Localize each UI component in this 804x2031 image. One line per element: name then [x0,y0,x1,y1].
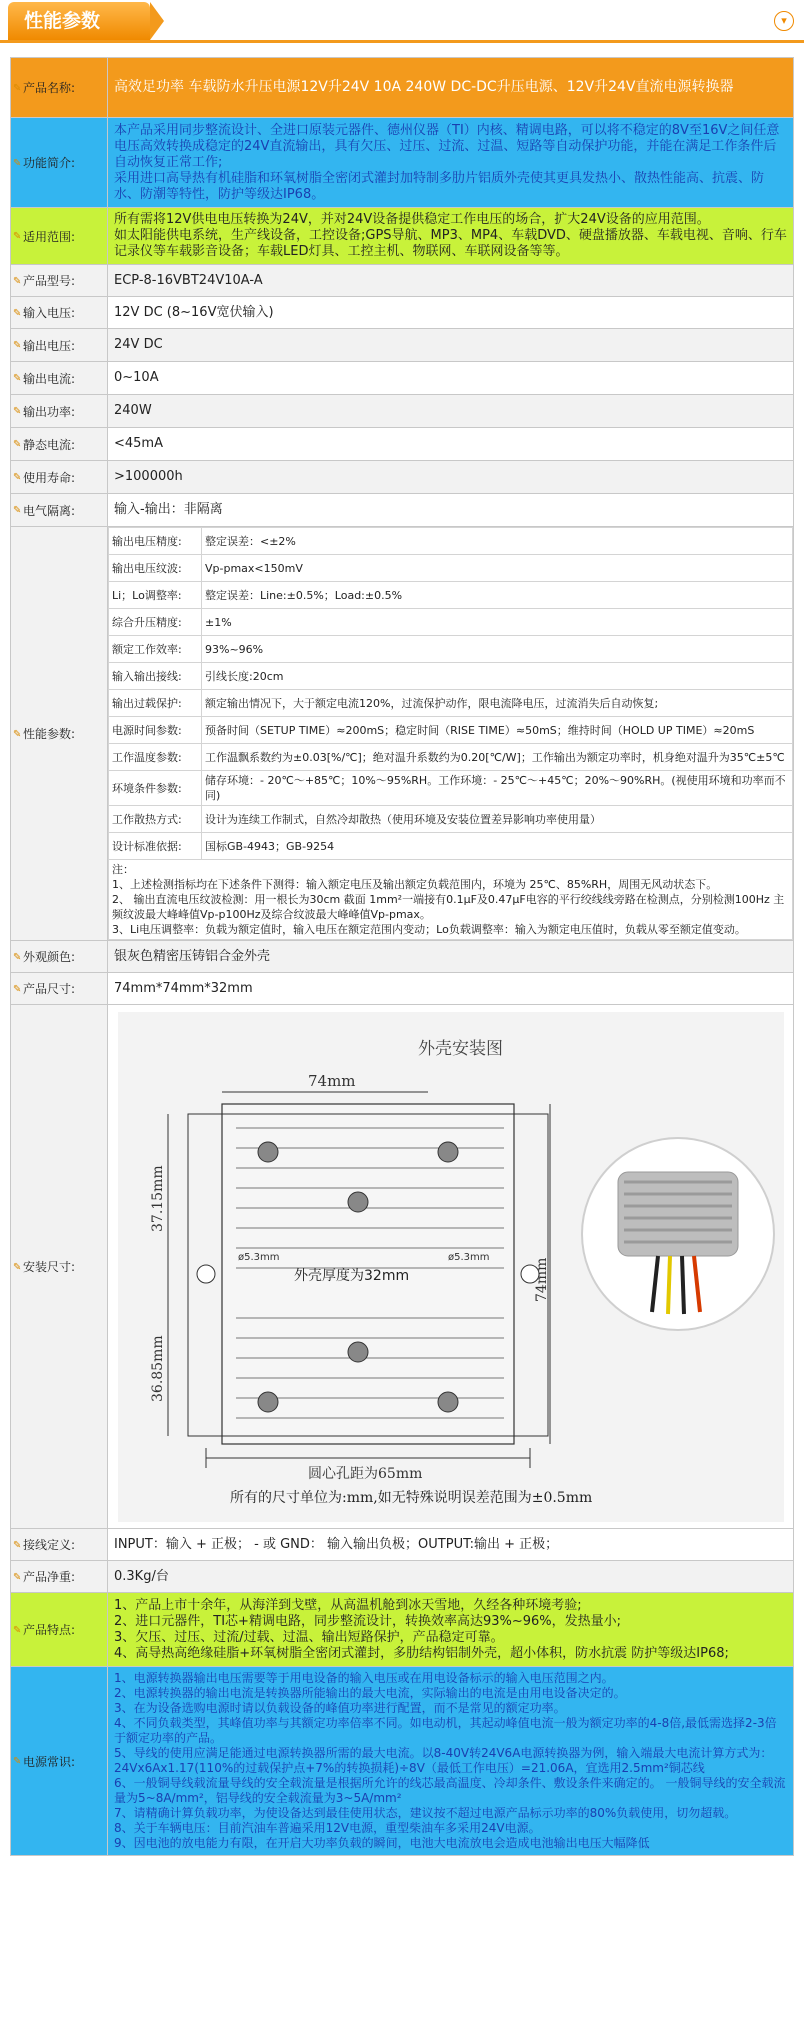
note-line: 1、上述检测指标均在下述条件下测得：输入额定电压及输出额定负载范围内，环境为 25℃、85%RH，周围无风动状态下。 [112,878,718,891]
label: 静态电流: [23,437,76,452]
value: 输入-输出：非隔离 [108,494,794,527]
hole-distance: 圆心孔距为65mm [307,1465,422,1482]
perf-row: 环境条件参数: 储存环境：- 20℃～+85℃；10%～95%RH。工作环境：- 25℃～+45℃；20%～90%RH。(视使用环境和功率而不同) [109,771,793,806]
pencil-icon: ✎ [13,1571,22,1583]
pencil-icon: ✎ [13,472,22,483]
row-common-sense [11,1667,794,1856]
pencil-icon: ✎ [13,439,22,450]
perf-row: 设计标准依据: 国标GB-4943；GB-9254 [109,833,793,860]
common-line: 8、关于车辆电压：目前汽油车普遍采用12V电源，重型柴油车多采用24V电源。 [114,1821,541,1835]
row-wiring [11,1529,794,1561]
spec-table [10,57,794,1856]
intro-line: 采用进口高导热有机硅脂和环氧树脂全密闭式灌封加特制多肋片铝质外壳使其更具发热小、散热性能高、抗震、防水、防潮等特性，防护等级达IP68。 [114,170,765,202]
pencil-icon: ✎ [13,1756,22,1767]
common-line: 2、电源转换器的输出电流是转换器所能输出的最大电流，实际输出的电流是由用电设备决定的。 [114,1686,626,1700]
pencil-icon: ✎ [13,373,22,384]
row-scope [11,208,794,265]
drawing-title: 外壳安装图 [417,1038,503,1059]
value: 银灰色精密压铸铝合金外壳 [108,941,794,973]
common-line: 9、因电池的放电能力有限，在开启大功率负载的瞬间，电池大电流放电会造成电池输出电压大幅降低 [114,1836,650,1850]
label: 产品特点: [23,1623,76,1637]
label: 适用范围: [23,229,76,244]
section-title: 性能参数 [8,2,150,40]
label: 产品净重: [23,1570,76,1584]
row-output-current [11,362,794,395]
row-output-voltage [11,329,794,362]
dim-top: 37.15mm [149,1164,166,1232]
value: 0~10A [108,362,794,395]
feature-line: 4、高导热高绝缘硅脂+环氧树脂全密闭式灌封，多肋结构铝制外壳，超小体积，防水抗震 防护等级达IP68; [114,1645,729,1661]
perf-row: Li；Lo调整率: 整定误差：Line:±0.5%；Load:±0.5% [109,582,793,609]
label: 功能简介: [23,156,76,170]
label: 输出功率: [23,404,76,419]
scope-line: 如太阳能供电系统，生产线设备，工控设备;GPS导航、MP3、MP4、车载DVD、硬盘播放器、车载电视、音响、行车记录仪等车载影音设备；车载LED灯具、工控主机、物联网、车联网设备等等。 [114,228,787,259]
row-lifetime [11,461,794,494]
pencil-icon: ✎ [13,406,22,417]
row-features [11,1593,794,1667]
value: >100000h [108,461,794,494]
row-size [11,973,794,1005]
perf-row: 工作温度参数: 工作温飘系数约为±0.03[%/℃]；绝对温升系数约为0.20[℃/W]；工作输出为额定功率时，机身绝对温升为35℃±5℃ [109,744,793,771]
feature-line: 2、进口元器件，TI芯+精调电路，同步整流设计，转换效率高达93%~96%，发热量小; [114,1613,622,1629]
pencil-icon: ✎ [13,951,22,963]
row-weight [11,1561,794,1593]
perf-row: 电源时间参数: 预备时间（SETUP TIME）≈200mS；稳定时间（RISE TIME）≈50mS；维持时间（HOLD UP TIME）≈20mS [109,717,793,744]
pencil-icon: ✎ [13,1624,22,1636]
pencil-icon: ✎ [13,1539,22,1551]
pencil-icon: ✎ [13,307,22,319]
pencil-icon: ✎ [13,728,22,740]
section-header [0,0,804,43]
row-install [11,1005,794,1529]
row-isolation [11,494,794,527]
row-input-voltage [11,297,794,329]
perf-row: 输出过载保护: 额定输出情况下，大于额定电流120%，过流保护动作，限电流降电压，过流消失后自动恢复; [109,690,793,717]
label: 性能参数: [23,727,76,741]
row-model [11,265,794,297]
thickness-label: 外壳厚度为32mm [293,1267,409,1284]
perf-row: 综合升压精度: ±1% [109,609,793,636]
common-line: 3、在为设备选购电源时请以负载设备的峰值功率进行配置，而不是常见的额定功率。 [114,1701,566,1715]
row-product-name [11,58,794,118]
feature-line: 1、产品上市十余年，从海洋到戈壁，从高温机舱到冰天雪地，久经各种环境考验; [114,1597,582,1613]
dim-width: 74mm [307,1071,356,1090]
row-function-intro [11,118,794,208]
hole-right: ø5.3mm [447,1251,490,1263]
label: 产品尺寸: [23,982,76,996]
note-line: 3、Li电压调整率：负载为额定值时，输入电压在额定范围内变动；Lo负载调整率：输入为额定电压值时，负载从零至额定值变动。 [112,923,746,936]
value: 0.3Kg/台 [108,1561,794,1593]
pencil-icon: ✎ [13,983,22,995]
perf-row: 额定工作效率: 93%~96% [109,636,793,663]
install-drawing-svg [118,1012,784,1522]
common-line: 6、一般铜导线载流量导线的安全载流量是根据所允许的线芯最高温度、冷却条件、敷设条件来确定的。 一般铜导线的安全载流量为5~8A/mm²，铝导线的安全载流量为3~5A/mm² [114,1776,786,1805]
value: INPUT：输入 + 正极； - 或 GND： 输入输出负极；OUTPUT:输出 + 正极； [108,1529,794,1561]
note-line: 2、 输出直流电压纹波检测：用一根长为30cm 截面 1mm²一端接有0.1μF及0.47μF电容的平行绞线线旁路在检测点，分别检测100Hz 主频纹波最大峰峰值Vp-p100Hz及综合纹波最大峰峰值Vp-pmax。 [112,893,785,921]
common-line: 7、请精确计算负载功率，为使设备达到最佳使用状态，建议按不超过电源产品标示功率的80%负载使用，切勿超载。 [114,1806,737,1820]
label: 输出电压: [23,338,76,353]
performance-table [108,527,793,940]
feature-line: 3、欠压、过压、过流/过载、过温、输出短路保护，产品稳定可靠。 [114,1629,504,1645]
common-line: 1、电源转换器输出电压需要等于用电设备的输入电压或在用电设备标示的输入电压范围之内。 [114,1671,614,1685]
pencil-icon: ✎ [13,82,22,94]
install-drawing [118,1012,784,1522]
common-line: 4、不同负载类型，其峰值功率与其额定功率倍率不同。如电动机，其起动峰值电流一般为额定功率的4-8倍,最低需选择2-3倍于额定功率的产品。 [114,1716,777,1745]
value: 24V DC [108,329,794,362]
label: 使用寿命: [23,470,76,485]
label: 安装尺寸: [23,1260,76,1274]
value: 高效足功率 车载防水升压电源12V升24V 10A 240W DC-DC升压电源、12V升24V直流电源转换器 [108,58,794,118]
scope-line: 所有需将12V供电电压转换为24V，并对24V设备提供稳定工作电压的场合，扩大24V设备的应用范围。 [114,212,710,227]
pencil-icon: ✎ [13,340,22,351]
pencil-icon: ✎ [13,275,22,287]
perf-row: 输出电压精度: 整定误差：<±2% [109,528,793,555]
row-performance [11,527,794,941]
perf-row: 输出电压纹波: Vp-pmax<150mV [109,555,793,582]
value: <45mA [108,428,794,461]
label: 输出电流: [23,371,76,386]
perf-row: 工作散热方式: 设计为连续工作制式，自然冷却散热（使用环境及安装位置差异影响功率使用量） [109,806,793,833]
row-color [11,941,794,973]
label: 电源常识: [23,1754,76,1769]
common-line: 5、导线的使用应满足能通过电源转换器所需的最大电流。以8-40V转24V6A电源转换器为例，输入端最大电流计算方式为：24Vx6Ax1.17(110%的过载保护点+7%的转换损耗)÷8V（最低工作电压）=21.06A，宜选用2.5mm²铜芯线 [114,1746,773,1775]
chevron-down-icon[interactable]: ▾ [774,11,794,31]
label: 产品名称: [23,81,76,95]
label: 输入电压: [23,306,76,320]
perf-row: 输入输出接线: 引线长度:20cm [109,663,793,690]
drawing-footer: 所有的尺寸单位为:mm,如无特殊说明误差范围为±0.5mm [229,1489,592,1506]
dim-height: 74mm [533,1257,550,1302]
label: 外观颜色: [23,950,76,964]
dim-bottom: 36.85mm [149,1334,166,1402]
pencil-icon: ✎ [13,1261,22,1273]
note-line: 注： [112,863,134,876]
label: 产品型号: [23,274,76,288]
pencil-icon: ✎ [13,231,22,242]
value: 12V DC (8~16V宽伏输入) [108,297,794,329]
hole-left: ø5.3mm [237,1251,280,1263]
pencil-icon: ✎ [13,505,22,516]
intro-line: 本产品采用同步整流设计、全进口原装元器件、德州仪器（TI）内核、精调电路，可以将不稳定的8V至16V之间任意电压高效转换成稳定的24V直流输出，具有欠压、过压、过流、过温、短路等自动保护功能，并能在满足工作条件后自动恢复正常工作; [114,122,780,170]
row-idle-current [11,428,794,461]
value: 240W [108,395,794,428]
row-output-power [11,395,794,428]
spec-table-wrapper [10,57,794,1856]
value: ECP-8-16VBT24V10A-A [108,265,794,297]
value: 74mm*74mm*32mm [108,973,794,1005]
label: 接线定义: [23,1538,76,1552]
pencil-icon: ✎ [13,157,22,169]
perf-notes-row [109,860,793,940]
label: 电气隔离: [23,503,76,518]
